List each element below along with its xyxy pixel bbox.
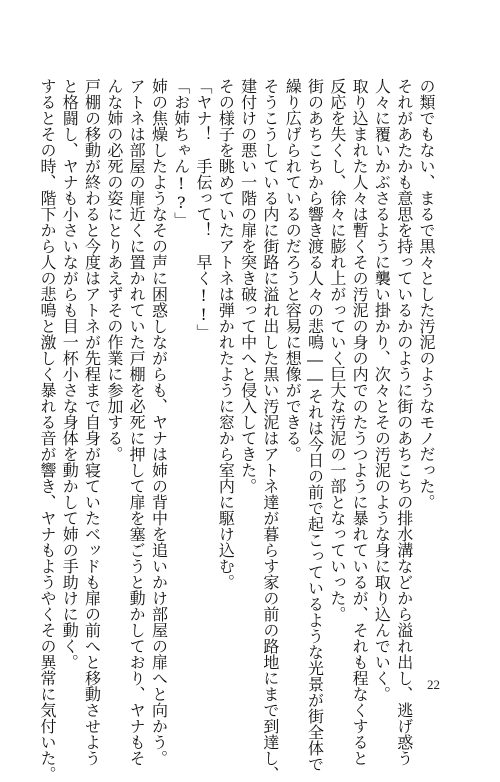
- text-line: 反応を失くし、徐々に膨れ上がっていく巨大な汚泥の一部となっていった。: [327, 78, 347, 622]
- text-line: 繰り広げられているのだろうと容易に想像ができる。: [283, 78, 303, 462]
- text-line: その様子を眺めていたアトネは弾かれたように窓から室内に駆け込む。: [216, 78, 236, 590]
- text-line: アトネは部屋の扉近くに置かれていた戸棚を必死に押して扉を塞ごうと動かしており、ヤナもそ: [127, 78, 147, 766]
- text-line: 取り込まれた人々は暫くその汚泥の身の内でのたうつように暴れているが、それも程なくすると: [350, 78, 370, 766]
- text-line: の類でもない、まるで黒々とした汚泥のようなモノだった。: [417, 78, 436, 510]
- dialogue-line: 「ヤナ！ 手伝って！ 早く!!」: [194, 78, 214, 340]
- text-line: 戸棚の移動が終わると今度はアトネが先程まで自身が寝ていたベッドも扉の前へと移動させよう: [82, 78, 102, 766]
- text-line: 姉の焦燥したようなその声に困惑しながらも、ヤナは姉の背中を追いかけ部屋の扉へと向かう。: [149, 78, 169, 766]
- text-line: それがあたかも意思を持っているかのように街のあちこちの排水溝などから溢れ出し、逃げ惑う: [394, 78, 414, 766]
- page-number: 22: [427, 677, 440, 692]
- text-line: するとその時、階下から人の悲鳴と激しく暴れる音が響き、ヤナもようやくその異常に気付いた。: [37, 78, 57, 782]
- text-line: んな姉の必死の姿にとりあえずその作業に参加する。: [104, 78, 124, 462]
- text-line: 建付けの悪い一階の扉を突き破って中へと侵入してきた。: [238, 78, 258, 494]
- text-line: 人々に覆いかぶさるように襲い掛かり、次々とその汚泥のような身に取り込んでいく。: [372, 78, 392, 702]
- text-line: そうこうしている内に街路に溢れ出した黒い汚泥はアトネ達が暮らす家の前の路地にまで到達し、: [260, 78, 280, 782]
- text-line: と格闘し、ヤナも小さいながらも目一杯小さな身体を動かして姉の手助けに動く。: [60, 78, 80, 670]
- text-line: 街のあちこちから響き渡る人々の悲鳴――それは今日の前で起こっているような光景が街全体で: [305, 78, 325, 772]
- dialogue-line: 「お姉ちゃん!?」: [171, 78, 191, 228]
